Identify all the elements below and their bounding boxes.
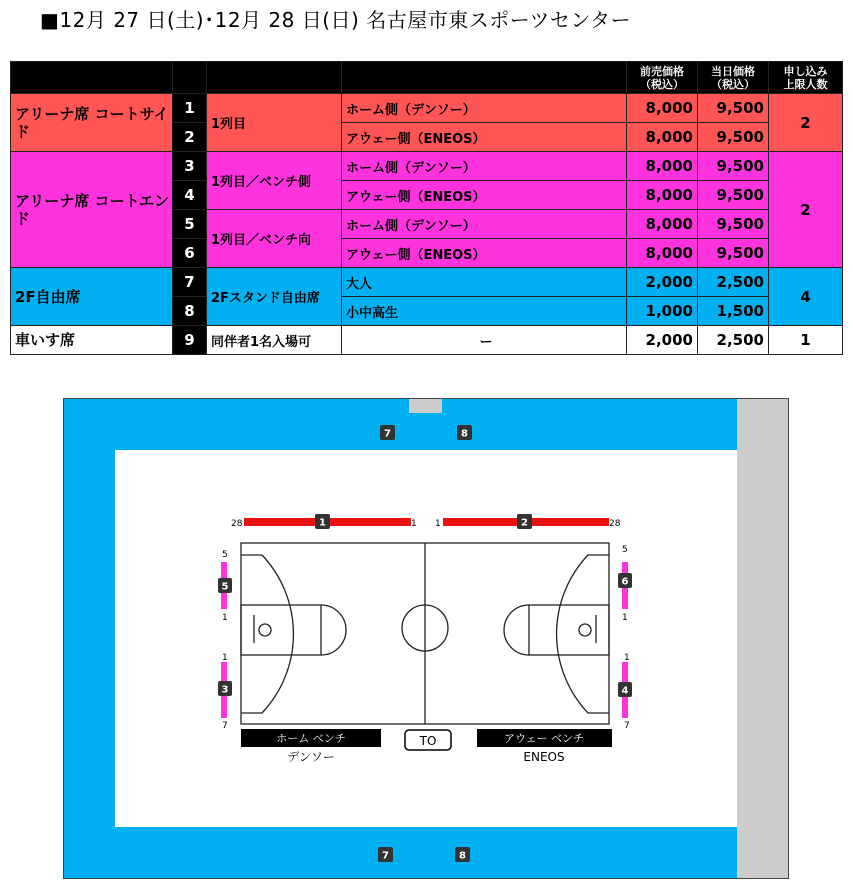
- badge-8-top: [457, 425, 472, 440]
- table-row: [11, 268, 843, 297]
- arena-floor: [115, 450, 737, 827]
- option-cell: ー: [342, 326, 627, 355]
- option-cell: 大人: [342, 268, 627, 297]
- sameday-price: 9,500: [698, 239, 769, 268]
- sameday-price: 2,500: [698, 326, 769, 355]
- sameday-price: 9,500: [698, 94, 769, 123]
- limit-court-end: 2: [769, 152, 843, 268]
- top-grey-block: [409, 398, 442, 413]
- page-title: ■12月 27 日(土)･12月 28 日(日) 名古屋市東スポーツセンター: [40, 8, 632, 32]
- right-grey-area: [737, 398, 789, 879]
- option-cell: 小中高生: [342, 297, 627, 326]
- badge-label: 3: [221, 684, 229, 696]
- badge-7-bottom: [378, 847, 393, 862]
- sameday-price: 1,500: [698, 297, 769, 326]
- presale-price: 8,000: [627, 123, 698, 152]
- row2-label-1: 1: [435, 519, 441, 529]
- sub-companion: 同伴者1名入場可: [207, 326, 342, 355]
- badge-2: [517, 514, 532, 529]
- category-free-2f: 2F自由席: [11, 268, 173, 326]
- row-number: 7: [173, 268, 207, 297]
- presale-price: 8,000: [627, 94, 698, 123]
- badge-label: 7: [382, 850, 389, 862]
- limit-court-side: 2: [769, 94, 843, 152]
- option-cell: ホーム側（デンソー）: [342, 94, 627, 123]
- badge-label: 1: [319, 517, 326, 529]
- presale-price: 8,000: [627, 181, 698, 210]
- table-row: [11, 94, 843, 123]
- badge-5: [218, 578, 232, 593]
- sub-stand-2f: 2Fスタンド自由席: [207, 268, 342, 326]
- row2-label-28: 28: [609, 519, 621, 529]
- header-sameday: [698, 62, 769, 94]
- block3-label-top: 1: [222, 653, 228, 663]
- block4-label-top: 1: [624, 653, 630, 663]
- presale-price: 2,000: [627, 268, 698, 297]
- sameday-price: 2,500: [698, 268, 769, 297]
- badge-8-bottom: [455, 847, 470, 862]
- row-number: 1: [173, 94, 207, 123]
- header-sameday-line1: 当日価格: [711, 64, 755, 78]
- badge-label: 8: [459, 850, 466, 862]
- presale-price: 8,000: [627, 210, 698, 239]
- row-number: 8: [173, 297, 207, 326]
- block6-label-top: 5: [622, 545, 628, 555]
- badge-1: [315, 514, 330, 529]
- header-presale: [627, 62, 698, 94]
- block5-label-bottom: 1: [222, 613, 228, 623]
- row-number: 5: [173, 210, 207, 239]
- badge-3: [218, 681, 232, 696]
- block5-label-top: 5: [222, 550, 228, 560]
- seating-map: [63, 398, 789, 879]
- sub-row1: 1列目: [207, 94, 342, 152]
- block3-label-bottom: 7: [222, 721, 228, 731]
- header-presale-line2: （税込）: [640, 77, 684, 91]
- sub-row1-bench-side: 1列目／ベンチ側: [207, 152, 342, 210]
- header-sameday-line2: （税込）: [711, 77, 755, 91]
- block6-label-bottom: 1: [622, 613, 628, 623]
- presale-price: 8,000: [627, 152, 698, 181]
- block4-label-bottom: 7: [624, 721, 630, 731]
- option-cell: ホーム側（デンソー）: [342, 210, 627, 239]
- limit-wheelchair: 1: [769, 326, 843, 355]
- badge-7-top: [380, 425, 395, 440]
- sameday-price: 9,500: [698, 181, 769, 210]
- to-label: TO: [419, 734, 437, 748]
- limit-free-2f: 4: [769, 268, 843, 326]
- price-table: [10, 61, 843, 355]
- category-wheelchair: 車いす席: [11, 326, 173, 355]
- row-number: 3: [173, 152, 207, 181]
- table-row: [11, 152, 843, 181]
- table-row: [11, 326, 843, 355]
- header-limit-line2: 上限人数: [783, 77, 828, 91]
- row-number: 4: [173, 181, 207, 210]
- presale-price: 8,000: [627, 239, 698, 268]
- header-blank-sub: [207, 62, 342, 94]
- row1-label-28: 28: [231, 519, 243, 529]
- badge-label: 6: [621, 576, 629, 588]
- sameday-price: 9,500: [698, 123, 769, 152]
- badge-6: [618, 573, 632, 588]
- badge-label: 7: [384, 428, 391, 440]
- row-number: 9: [173, 326, 207, 355]
- row-number: 6: [173, 239, 207, 268]
- row-number: 2: [173, 123, 207, 152]
- header-limit: [769, 62, 843, 94]
- badge-label: 8: [461, 428, 468, 440]
- sub-row1-bench-facing: 1列目／ベンチ向: [207, 210, 342, 268]
- home-team-label: デンソー: [287, 750, 335, 764]
- option-cell: アウェー側（ENEOS）: [342, 181, 627, 210]
- badge-label: 5: [221, 581, 229, 593]
- home-bench-label: ホーム ベンチ: [276, 732, 346, 745]
- option-cell: アウェー側（ENEOS）: [342, 123, 627, 152]
- presale-price: 2,000: [627, 326, 698, 355]
- header-blank-num: [173, 62, 207, 94]
- header-presale-line1: 前売価格: [640, 64, 684, 78]
- badge-label: 2: [521, 517, 528, 529]
- sameday-price: 9,500: [698, 152, 769, 181]
- option-cell: ホーム側（デンソー）: [342, 152, 627, 181]
- badge-label: 4: [621, 685, 629, 697]
- header-blank-category: [11, 62, 173, 94]
- table-header-row: [11, 62, 843, 94]
- presale-price: 1,000: [627, 297, 698, 326]
- row1-label-1: 1: [411, 519, 417, 529]
- away-bench-label: アウェー ベンチ: [503, 732, 585, 745]
- option-cell: アウェー側（ENEOS）: [342, 239, 627, 268]
- category-court-side: アリーナ席 コートサイド: [11, 94, 173, 152]
- badge-4: [618, 682, 632, 697]
- sameday-price: 9,500: [698, 210, 769, 239]
- category-court-end: アリーナ席 コートエンド: [11, 152, 173, 268]
- away-team-label: ENEOS: [523, 750, 565, 764]
- header-blank-option: [342, 62, 627, 94]
- header-limit-line1: 申し込み: [783, 64, 828, 78]
